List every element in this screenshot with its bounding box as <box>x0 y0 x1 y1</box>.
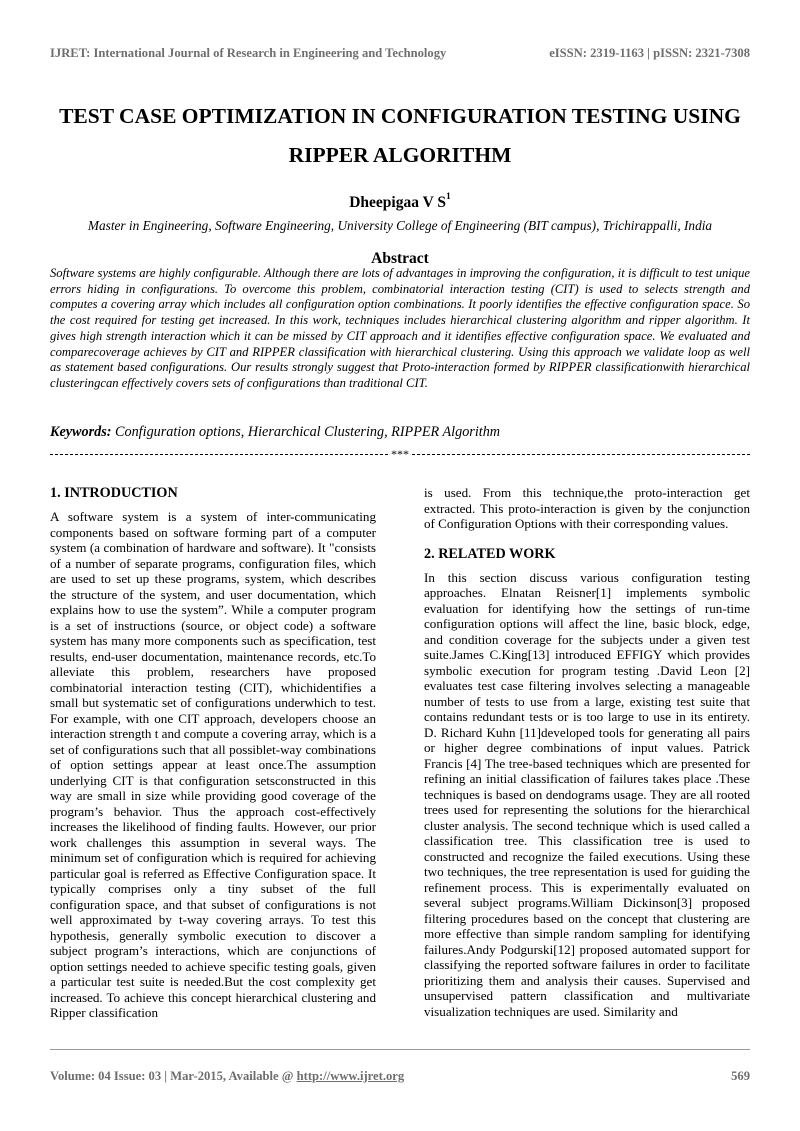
introduction-heading: 1. INTRODUCTION <box>50 485 178 501</box>
footer-volume <box>50 1069 404 1084</box>
separator-dash-right <box>412 454 750 455</box>
footer-url-link[interactable]: http://www.ijret.org <box>296 1069 405 1083</box>
keywords-label: Keywords: <box>50 424 112 440</box>
keywords-line <box>50 424 750 441</box>
paper-title: TEST CASE OPTIMIZATION IN CONFIGURATION TESTING USING RIPPER ALGORITHM <box>59 104 741 167</box>
journal-header: IJRET: International Journal of Research in Engineering and Technology <box>50 46 447 60</box>
introduction-continued-text: is used. From this technique,the proto-interaction get extracted. This proto-interaction is given by the conjunction of Configuration Options with their corresponding values. <box>424 485 750 531</box>
author-superscript: 1 <box>446 192 451 202</box>
author-line <box>0 194 800 212</box>
issn-header: eISSN: 2319-1163 | pISSN: 2321-7308 <box>549 46 750 60</box>
page-number: 569 <box>731 1069 750 1083</box>
related-work-heading: 2. RELATED WORK <box>424 545 556 562</box>
abstract-text: Software systems are highly configurable. Although there are lots of advantages in improving the configuration, it is difficult to test unique errors hiding in configurations. To overcome this problem, combinatorial interaction testing (CIT) is used to selects strength and computes a covering array which includes all configuration option combinations. It poorly identifies the effective configuration space. So the cost required for testing get increased. In this work, techniques includes hierarchical clustering algorithm and ripper algorithm. It gives high strength interaction which it can be missed by CIT approach and it identifies effective configuration space. We evaluated and comparecoverage achieves by CIT and RIPPER classification with hierarchical clustering. Using this approach we validate loop as well as statement based configurations. Our results strongly suggest that Proto-interaction formed by RIPPER classificationwith hierarchical clusteringcan effectively covers sets of configurations than traditional CIT. <box>50 266 750 390</box>
related-work-text: In this section discuss various configuration testing approaches. Elnatan Reisner[1] implements symbolic evaluation for identifying how the settings of run-time configuration options will affect the line, basic block, edge, and condition coverage for the subjects under a given test suite.James C.King[13] introduced EFFIGY which provides symbolic execution for program testing .David Leon [2] evaluates test case filtering involves selecting a manageable number of tests to use from a large, existing test suite that contains redundant tests or is too large to use in its entirety. D. Richard Kuhn [11]developed tools for generating all pairs or higher degree combinations of input values. Patrick Francis [4] The tree-based techniques which are presented for refining an initial classification of failures takes place .These techniques is based on dendograms usage. They are all rooted trees used for representing the solutions for the hierarchical cluster analysis. The second technique which is used called a classification tree. This classification tree is used to constructed and recognize the failed executions. Using these two techniques, the tree representation is used for guiding the refinement process. This is experimentally evaluated on several subject programs.William Dickinson[3] proposed filtering procedures based on the concept that clustering are more effective than simple random sampling for identifying failures.Andy Podgurski[12] proposed automated support for classifying the reported software failures in order to facilitate prioritizing them and analysis their causes. Supervised and unsupervised pattern classification and multivariate visualization techniques are used. Similarity and <box>424 569 750 1019</box>
separator-stars: *** <box>391 447 409 461</box>
section-separator <box>50 447 750 461</box>
author-name: Dheepigaa V S <box>349 194 446 212</box>
introduction-text: A software system is a system of inter-communicating components based on software forming part of a computer system (a combination of hardware and software). It "consists of a number of separate programs, configuration files, which are used to set up these programs, system, which describes the structure of the system, and user documentation, which explains how to use the system”. While a computer program is a set of instructions (source, or object code) a software system has many more components such as specification, test results, end-user documentation, maintenance records, etc.To alleviate this problem, researchers have proposed combinatorial interaction testing (CIT), whichidentifies a small but systematic set of configurations underwhich to test. For example, with one CIT approach, developers choose an interaction strength t and compute a covering array, which is a set of configurations such that all possiblet-way combinations of option settings appear at least once.The assumption underlying CIT is that configuration setsconstructed in this way are small in size while providing good coverage of the program’s behavior. Thus the approach cost-effectively increases the likelihood of finding faults. However, our prior work challenges this assumption in several ways. The minimum set of configuration which is required for achieving particular goal is referred as Effective Configuration space. It typically comprises only a tiny subset of the full configuration space, and that subset of configurations is not well approximated by t-way covering arrays. To test this hypothesis, generally symbolic execution to discover a subject program’s interactions, which are conjunctions of option settings needed to achieve specific testing goals, given a particular test suite is needed.But the cost complexity get increased. To achieve this concept hierarchical clustering and Ripper classification <box>50 509 377 1020</box>
left-column <box>50 485 376 1021</box>
footer-volume-text: Volume: 04 Issue: 03 | Mar-2015, Available @ <box>50 1069 297 1083</box>
footer-rule <box>50 1049 750 1050</box>
affiliation: Master in Engineering, Software Engineering, University College of Engineering (BIT campus), Trichirappalli, India <box>87 218 713 233</box>
abstract-heading: Abstract <box>371 250 429 267</box>
keywords-text: Configuration options, Hierarchical Clustering, RIPPER Algorithm <box>115 424 501 440</box>
right-column <box>424 485 750 1019</box>
separator-dash-left <box>50 454 388 455</box>
